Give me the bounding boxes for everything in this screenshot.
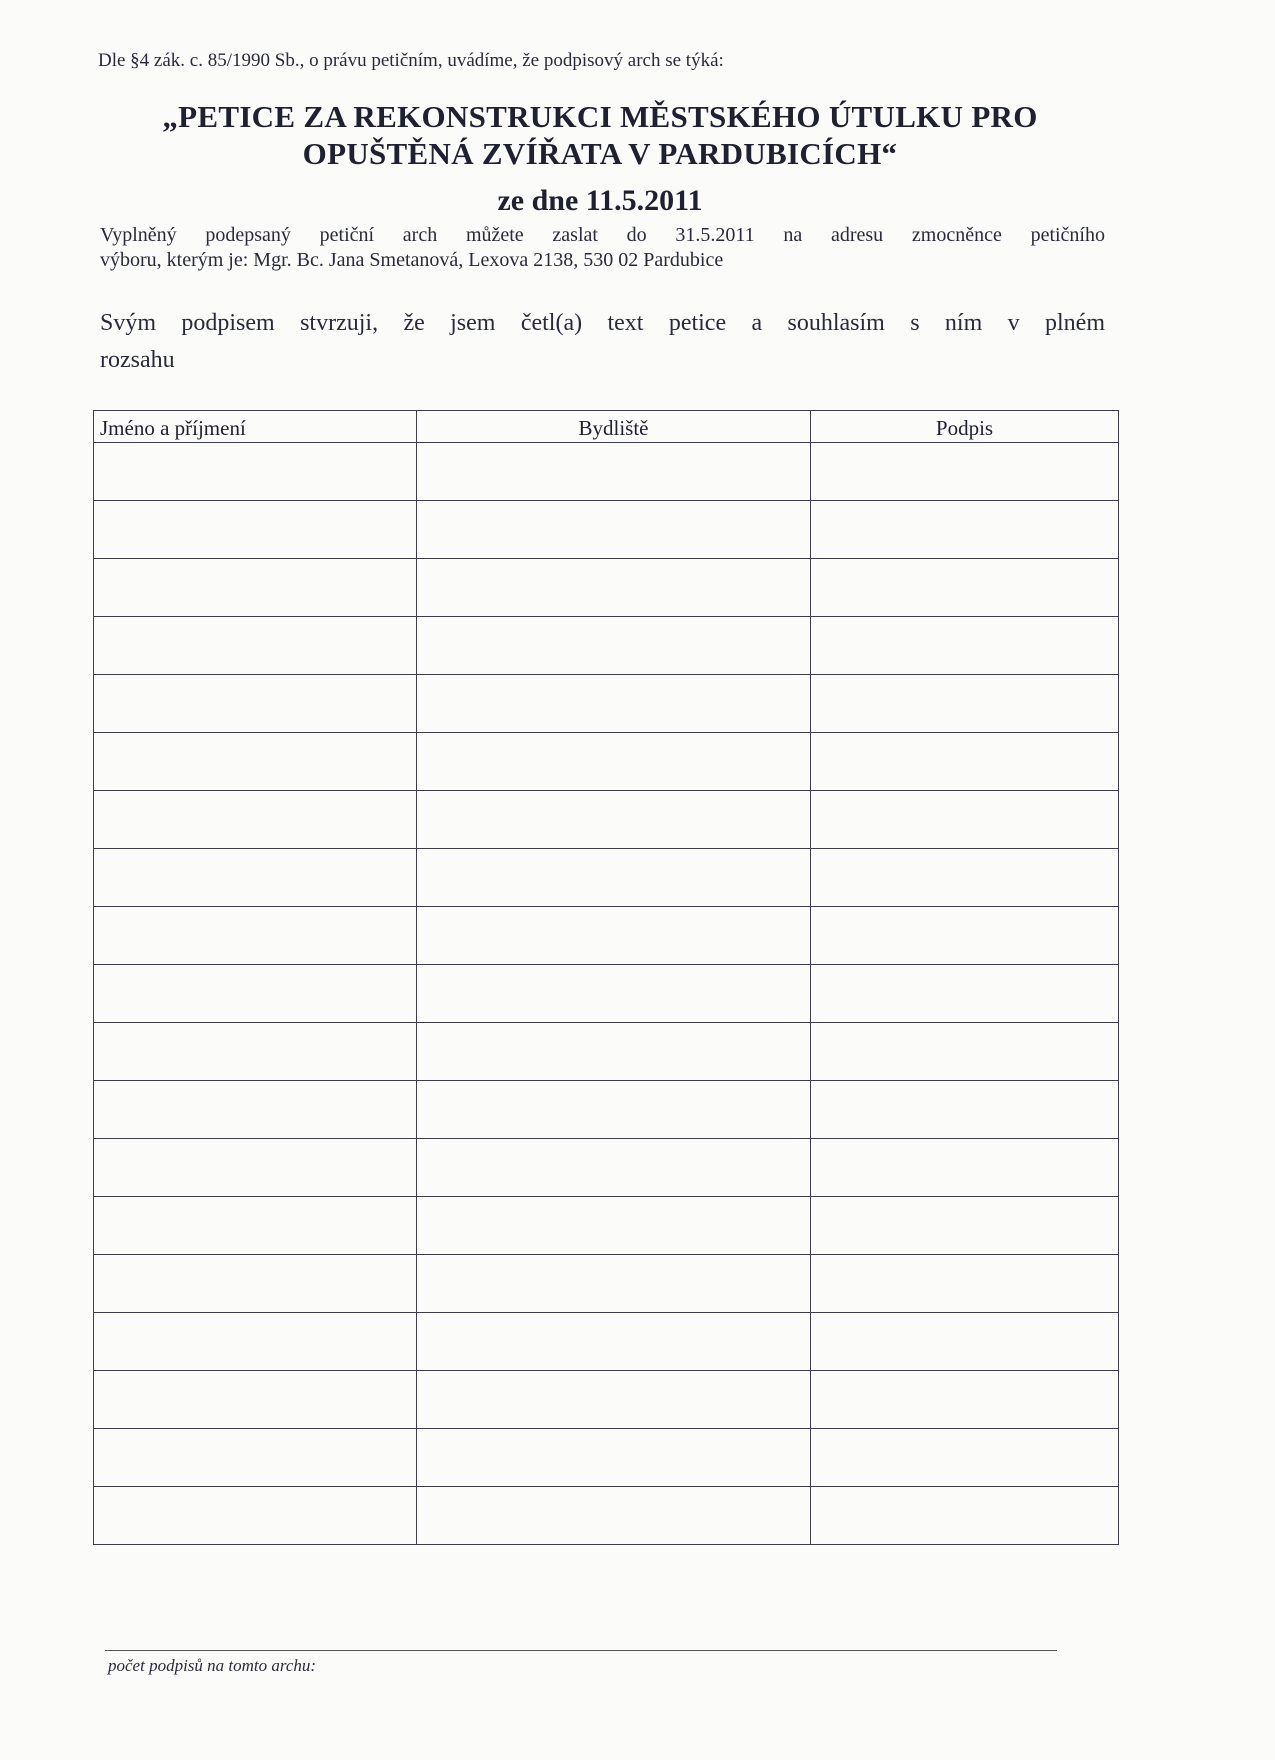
table-row	[94, 501, 1119, 559]
residence-cell[interactable]	[417, 443, 811, 501]
statement-line-1: Svým podpisem stvrzuji, že jsem četl(a) text petice a souhlasím s ním v plném	[100, 310, 1105, 336]
table-row	[94, 1255, 1119, 1313]
table-row	[94, 559, 1119, 617]
column-header-signature: Podpis	[811, 411, 1119, 443]
signature-cell[interactable]	[811, 501, 1119, 559]
residence-cell[interactable]	[417, 907, 811, 965]
footer-divider	[105, 1650, 1057, 1651]
name-cell[interactable]	[94, 1081, 417, 1139]
table-row	[94, 733, 1119, 791]
table-row	[94, 907, 1119, 965]
instructions-line-2: výboru, kterým je: Mgr. Bc. Jana Smetanová, Lexova 2138, 530 02 Pardubice	[100, 249, 724, 271]
name-cell[interactable]	[94, 675, 417, 733]
signature-cell[interactable]	[811, 1255, 1119, 1313]
name-cell[interactable]	[94, 965, 417, 1023]
residence-cell[interactable]	[417, 965, 811, 1023]
residence-cell[interactable]	[417, 1487, 811, 1545]
residence-cell[interactable]	[417, 1197, 811, 1255]
name-cell[interactable]	[94, 443, 417, 501]
residence-cell[interactable]	[417, 1255, 811, 1313]
table-row	[94, 1139, 1119, 1197]
name-cell[interactable]	[94, 1023, 417, 1081]
table-row	[94, 1429, 1119, 1487]
instructions-line-1: Vyplněný podepsaný petiční arch můžete zaslat do 31.5.2011 na adresu zmocněnce petičního	[100, 224, 1105, 246]
signature-cell[interactable]	[811, 559, 1119, 617]
residence-cell[interactable]	[417, 1313, 811, 1371]
name-cell[interactable]	[94, 501, 417, 559]
signature-cell[interactable]	[811, 965, 1119, 1023]
name-cell[interactable]	[94, 1313, 417, 1371]
table-row	[94, 791, 1119, 849]
column-header-name: Jméno a příjmení	[94, 411, 417, 443]
signature-table-header	[94, 411, 1119, 443]
residence-cell[interactable]	[417, 1081, 811, 1139]
signature-count-label: počet podpisů na tomto archu:	[108, 1656, 317, 1675]
signature-cell[interactable]	[811, 1081, 1119, 1139]
signature-cell[interactable]	[811, 443, 1119, 501]
consent-statement	[100, 305, 1105, 379]
table-row	[94, 1487, 1119, 1545]
name-cell[interactable]	[94, 617, 417, 675]
residence-cell[interactable]	[417, 1023, 811, 1081]
signature-cell[interactable]	[811, 849, 1119, 907]
residence-cell[interactable]	[417, 733, 811, 791]
residence-cell[interactable]	[417, 791, 811, 849]
name-cell[interactable]	[94, 1429, 417, 1487]
signature-cell[interactable]	[811, 1197, 1119, 1255]
petition-title	[100, 98, 1100, 172]
table-row	[94, 443, 1119, 501]
residence-cell[interactable]	[417, 1139, 811, 1197]
name-cell[interactable]	[94, 849, 417, 907]
signature-cell[interactable]	[811, 791, 1119, 849]
table-row	[94, 617, 1119, 675]
signature-cell[interactable]	[811, 617, 1119, 675]
petition-date: ze dne 11.5.2011	[497, 184, 703, 217]
name-cell[interactable]	[94, 733, 417, 791]
name-cell[interactable]	[94, 1487, 417, 1545]
signature-cell[interactable]	[811, 733, 1119, 791]
table-row	[94, 1371, 1119, 1429]
name-cell[interactable]	[94, 1255, 417, 1313]
signature-cell[interactable]	[811, 1487, 1119, 1545]
signature-cell[interactable]	[811, 907, 1119, 965]
signature-table	[93, 410, 1119, 1545]
table-row	[94, 1313, 1119, 1371]
table-row	[94, 1197, 1119, 1255]
residence-cell[interactable]	[417, 675, 811, 733]
residence-cell[interactable]	[417, 849, 811, 907]
table-row	[94, 849, 1119, 907]
residence-cell[interactable]	[417, 559, 811, 617]
column-header-residence: Bydliště	[417, 411, 811, 443]
signature-cell[interactable]	[811, 675, 1119, 733]
table-row	[94, 965, 1119, 1023]
residence-cell[interactable]	[417, 617, 811, 675]
residence-cell[interactable]	[417, 1429, 811, 1487]
submission-instructions	[100, 223, 1105, 273]
title-line-1: „PETICE ZA REKONSTRUKCI MĚSTSKÉHO ÚTULKU PRO	[162, 99, 1038, 134]
name-cell[interactable]	[94, 1139, 417, 1197]
residence-cell[interactable]	[417, 501, 811, 559]
legal-reference: Dle §4 zák. c. 85/1990 Sb., o právu petičním, uvádíme, že podpisový arch se týká:	[98, 50, 724, 71]
statement-line-2: rozsahu	[100, 347, 175, 373]
signature-cell[interactable]	[811, 1313, 1119, 1371]
signature-cell[interactable]	[811, 1371, 1119, 1429]
table-row	[94, 1023, 1119, 1081]
name-cell[interactable]	[94, 907, 417, 965]
title-line-2: OPUŠTĚNÁ ZVÍŘATA V PARDUBICÍCH“	[302, 136, 898, 171]
signature-cell[interactable]	[811, 1429, 1119, 1487]
table-row	[94, 675, 1119, 733]
residence-cell[interactable]	[417, 1371, 811, 1429]
table-row	[94, 1081, 1119, 1139]
name-cell[interactable]	[94, 791, 417, 849]
name-cell[interactable]	[94, 559, 417, 617]
signature-cell[interactable]	[811, 1139, 1119, 1197]
name-cell[interactable]	[94, 1197, 417, 1255]
name-cell[interactable]	[94, 1371, 417, 1429]
signature-cell[interactable]	[811, 1023, 1119, 1081]
